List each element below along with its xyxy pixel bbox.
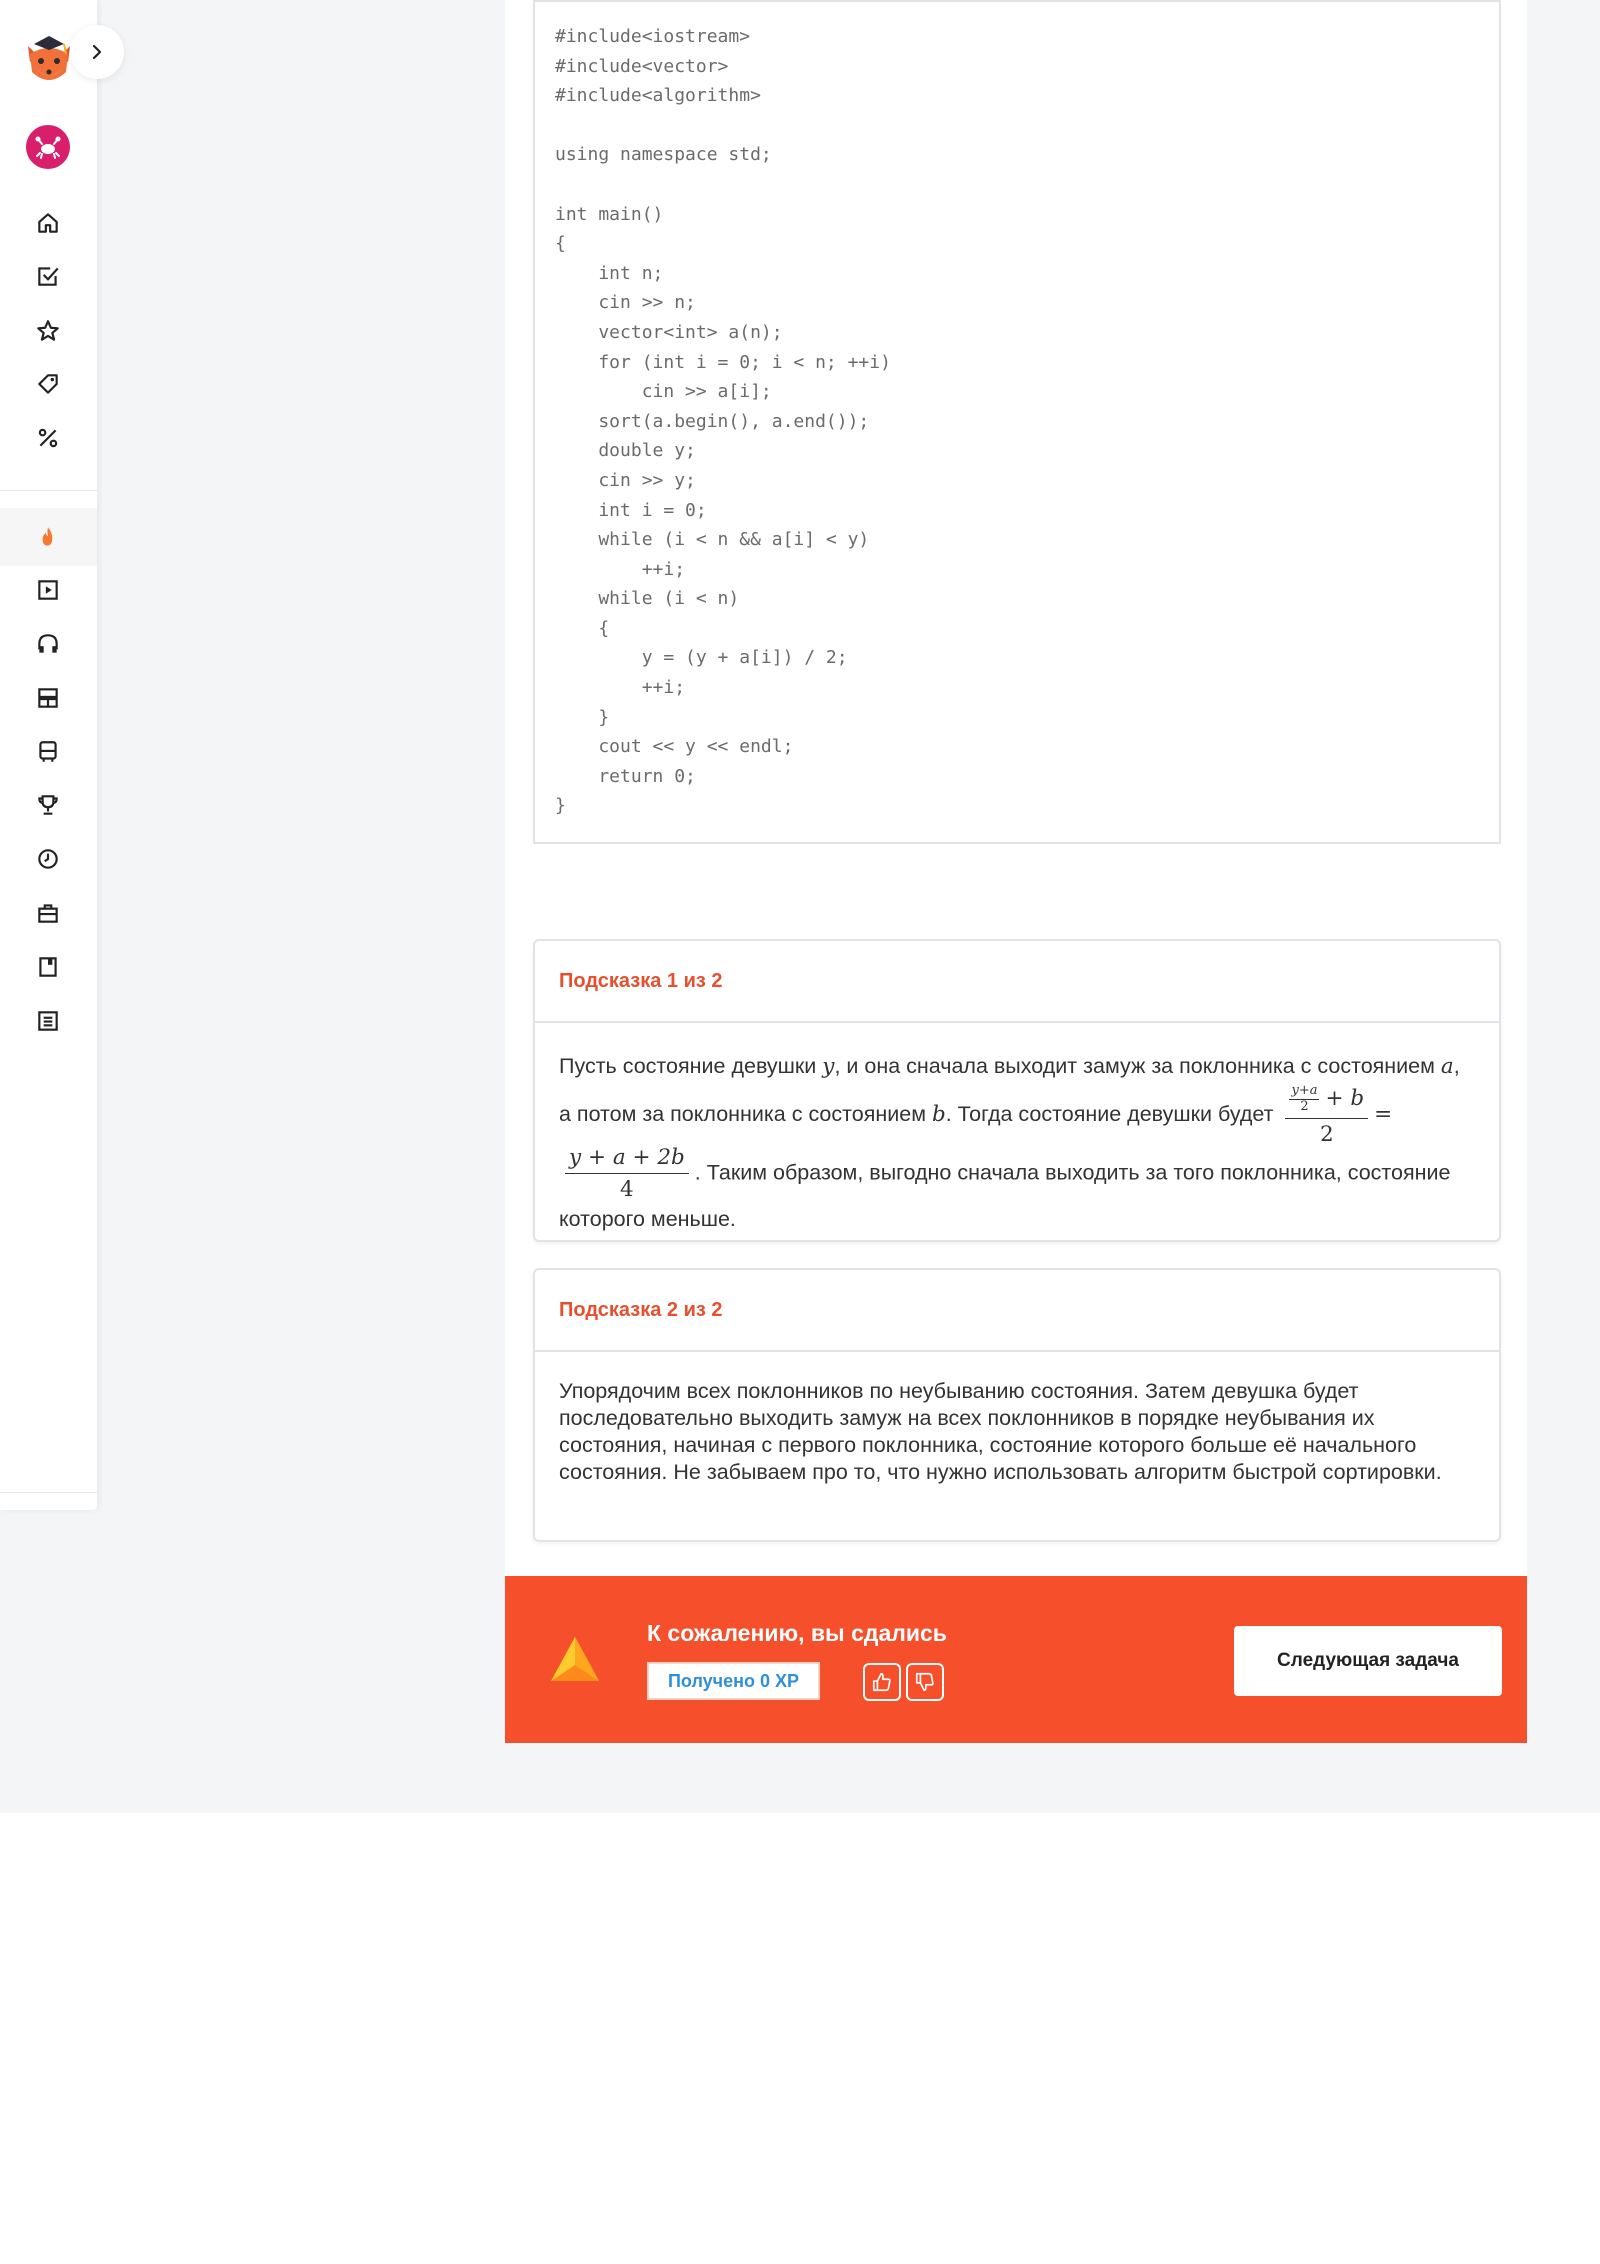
thumbs-down-icon (914, 1671, 936, 1693)
formula-left-fraction (1285, 1084, 1368, 1146)
nav-library[interactable] (30, 949, 66, 985)
formula-inner-denominator: 2 (1300, 1099, 1309, 1115)
result-title: К сожалению, вы сдались (647, 1620, 947, 1646)
nav-home[interactable] (30, 205, 66, 241)
nav-tags[interactable] (30, 366, 66, 402)
hint-title: Подсказка 1 из 2 (559, 969, 723, 992)
nav-discounts[interactable] (30, 420, 66, 456)
math-var-y: y (822, 1054, 835, 1079)
sidebar-divider (0, 490, 97, 491)
warning-triangle-icon (549, 1635, 601, 1683)
star-icon (35, 318, 61, 344)
hint-header-1[interactable] (535, 941, 1499, 1023)
book-icon (35, 954, 61, 980)
hint-body-2 (535, 1352, 1499, 1510)
formula-denominator-1: 2 (1319, 1121, 1334, 1147)
tag-icon (35, 371, 61, 397)
thumbs-up-icon (871, 1671, 893, 1693)
nav-video[interactable] (30, 572, 66, 608)
code-block (533, 0, 1501, 844)
hint-card-2 (533, 1268, 1501, 1542)
trophy-icon (35, 792, 61, 818)
hint-text: . Таким образом, выгодно сначала выходить за того поклонника, состояние которого меньше. (559, 1160, 1451, 1231)
nav-routes[interactable] (30, 734, 66, 770)
headphones-icon (35, 631, 61, 657)
hint-text: Упорядочим всех поклонников по неубыванию состояния. Затем девушка будет последовательно выходить замуж на всех поклонников в порядке неубывания их состояния, начиная с первого поклонника, состояние которого больше её начального состояния. Не забываем про то, что нужно использовать алгоритм быстрой сортировки. (559, 1379, 1442, 1484)
xp-badge: Получено 0 XP (647, 1662, 820, 1700)
sidebar-expand-button[interactable] (70, 25, 124, 79)
nav-courses[interactable] (30, 680, 66, 716)
nav-favorites[interactable] (30, 313, 66, 349)
hint-text: , а потом за поклонника с состоянием (559, 1054, 1460, 1126)
like-button[interactable] (863, 1663, 901, 1701)
sidebar-divider (0, 1492, 97, 1493)
home-icon (35, 210, 61, 236)
list-icon (35, 1008, 61, 1034)
hint-text: Пусть состояние девушки (559, 1054, 823, 1078)
formula-inner-numerator: y+a (1289, 1084, 1319, 1100)
hint-title: Подсказка 2 из 2 (559, 1298, 723, 1321)
clock-icon (35, 846, 61, 872)
hint-header-2[interactable] (535, 1270, 1499, 1352)
hint-card-1 (533, 939, 1501, 1242)
percent-icon (35, 425, 61, 451)
hint-text: , и она сначала выходит замуж за поклонника с состоянием (834, 1054, 1441, 1078)
nav-audio[interactable] (30, 626, 66, 662)
sidebar (0, 0, 97, 1510)
dislike-button[interactable] (906, 1663, 944, 1701)
math-var-b: b (931, 1101, 946, 1127)
nav-olympiads[interactable] (30, 787, 66, 823)
hint-text: . Тогда состояние девушки будет (945, 1101, 1280, 1126)
nav-tasks[interactable] (30, 258, 66, 294)
next-task-button[interactable]: Следующая задача (1234, 1626, 1502, 1696)
formula-equals: = (1374, 1101, 1393, 1127)
nav-history[interactable] (30, 841, 66, 877)
nav-articles[interactable] (30, 1003, 66, 1039)
formula-plus-b: + b (1325, 1086, 1365, 1112)
nav-streak[interactable] (30, 519, 66, 555)
hint-body-1 (535, 1023, 1499, 1261)
bus-icon (35, 739, 61, 765)
formula-denominator-2: 4 (620, 1176, 634, 1202)
chevron-right-icon (89, 44, 105, 60)
avatar[interactable] (26, 125, 70, 169)
formula-numerator-2: y + a + 2b (565, 1146, 689, 1174)
fire-icon (35, 524, 61, 550)
code-text: #include<iostream> #include<vector> #include<algorithm> using namespace std; int main() { int n; cin >> n; vector<int> a(n); for (int i = 0; i < n; ++i) cin >> a[i]; sort(a.begin(), a.end()); double y; cin >> y; int i = 0; while (i < n && a[i] < y) ++i; while (i < n) { y = (y + a[i]) / 2; ++i; } cout << y << endl; return 0; } (555, 26, 891, 817)
play-icon (35, 577, 61, 603)
fox-logo-icon[interactable] (22, 32, 76, 88)
nav-career[interactable] (30, 895, 66, 931)
crab-icon (34, 135, 62, 159)
math-var-a: a (1440, 1054, 1454, 1079)
stack-icon (35, 685, 61, 711)
task-check-icon (35, 263, 61, 289)
formula-right-fraction (565, 1146, 689, 1201)
result-banner (505, 1576, 1527, 1743)
briefcase-icon (35, 900, 61, 926)
